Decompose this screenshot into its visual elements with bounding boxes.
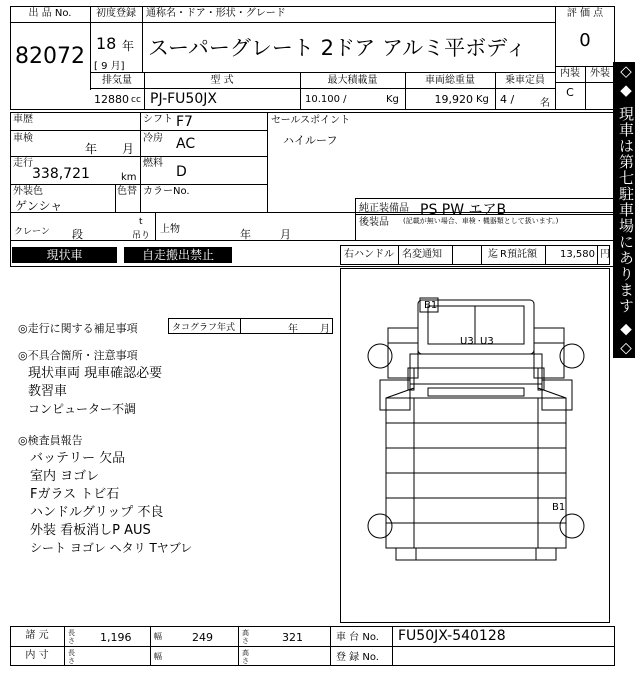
mileage-label: 走行 [13,158,33,169]
defect-line-3: コンピューター不調 [28,402,137,416]
crane-ton-sub: 吊り [132,231,151,241]
capacity-label: 乗車定員 [505,75,545,86]
length-label: 長さ [68,629,75,645]
history-label: 車歴 [13,114,33,125]
model-value: PJ-FU50JX [150,91,217,107]
sales-point-value: ハイルーフ [283,134,338,147]
aftermarket-label: 後装品 [359,217,389,228]
inspector-line-6: シート ヨゴレ ヘタリ Tヤブレ [30,541,193,555]
body-year-unit: 年 [240,228,251,241]
damage-mark-u3-left: U3 [460,336,474,347]
recycle-label: R預託額 [500,249,537,260]
inner-width-label: 幅 [154,652,162,661]
shaken-year-unit: 年 [85,142,98,156]
width-value: 249 [192,631,213,644]
inner-dims-label: 内 寸 [25,650,49,661]
driving-notes-label: ◎走行に関する補足事項 [18,322,138,335]
mileage-value: 338,721 [32,166,90,182]
lot-number: 82072 [15,44,85,69]
genuine-label: 純正装備品 [359,203,409,214]
name-change-box [452,245,482,265]
color-no-label: カラーNo. [143,186,190,197]
tacho-year-unit: 年 [288,324,298,335]
handle-value: 右ハンドル [344,249,394,260]
length-value: 1,196 [100,631,132,644]
ext-color-label: 外装色 [13,186,43,197]
gross-weight-label: 車両総重量 [425,75,475,86]
score-value: 0 [579,30,591,51]
body-label: 上物 [160,224,180,235]
inspector-line-4: ハンドルグリップ 不良 [30,505,164,520]
name-change-label: 名変通知 [402,249,442,260]
self-drive-ban-badge: 自走搬出禁止 [124,247,232,263]
color-change-label: 色替 [117,186,137,197]
damage-mark-b1-rear: B1 [552,502,566,513]
damage-mark-b1-front: B1 [424,300,438,311]
inner-length-label: 長さ [68,649,75,665]
sales-point-label: セールスポイント [271,115,351,126]
first-reg-month: [ 9 月] [94,61,125,72]
gross-weight-value: 19,920 [434,93,473,106]
shift-label: シフト [143,114,173,125]
defect-line-1: 現状車両 現車確認必要 [28,366,163,381]
fuel-value: D [176,164,187,180]
max-load-unit: Kg [386,94,399,105]
first-reg-label: 初度登録 [96,8,136,19]
chassis-label: 車 台 No. [336,632,379,643]
max-load-label: 最大積載量 [327,75,378,86]
defect-line-2: 教習車 [28,384,68,399]
crane-ton-unit: t [139,217,143,227]
tacho-month-unit: 月 [320,324,330,335]
damage-mark-u3-right: U3 [480,336,494,347]
first-reg-year: 18 [96,34,117,53]
crane-label: クレーン [14,227,50,237]
lot-no-label: 出 品 No. [28,8,72,19]
shaken-label: 車検 [13,133,33,144]
recycle-unit: 円 [600,249,610,260]
defects-label: ◎不具合箇所・注意事項 [18,349,138,362]
deadline-label: 迄 [488,249,498,260]
genuine-value: PS PW エアB [420,202,507,218]
aftermarket-note: (記載が無い場合、車検・機器類として扱います。) [403,217,559,225]
interior-label: 内装 [560,68,580,79]
shaken-month-unit: 月 [122,142,135,156]
capacity-value: 4 / [500,93,515,106]
reg-no-label: 登 録 No. [336,652,379,663]
truck-diagram [340,268,610,623]
mileage-unit: km [121,172,137,183]
dims-label: 諸 元 [25,630,49,641]
displacement-unit: cc [131,95,141,105]
tacho-label: タコグラフ年式 [172,323,236,333]
capacity-unit: 名 [540,98,550,109]
model-label: 型 式 [210,75,234,86]
displacement-label: 排気量 [102,75,132,86]
inspector-label: ◎検査員報告 [18,434,83,447]
body-month-unit: 月 [280,228,291,241]
parking-location-banner: ◇◆ 現車は第七駐車場にあります ◆◇ [613,62,635,358]
inspector-line-2: 室内 ヨゴレ [30,469,100,484]
fuel-label: 燃料 [143,158,163,169]
as-is-badge: 現状車 [12,247,117,263]
gross-weight-unit: Kg [476,94,489,105]
shift-value: F7 [176,114,193,130]
chassis-value: FU50JX-540128 [398,628,506,644]
height-label: 高さ [242,629,249,645]
crane-stage-unit: 段 [72,228,83,241]
inspector-line-5: 外装 看板消しP AUS [30,523,151,538]
inspector-line-1: バッテリー 欠品 [30,451,126,466]
height-value: 321 [282,631,303,644]
ac-label: 冷房 [143,133,163,144]
max-load-value: 10.100 / [305,94,347,105]
first-reg-year-unit: 年 [122,39,135,53]
inspector-line-3: Fガラス トビ石 [30,487,120,502]
displacement-value: 12880 [94,93,129,106]
ext-color-value: ゲンシャ [15,199,63,213]
vehicle-name: スーパーグレート 2ドア アルミ平ボディ [148,36,527,60]
score-label: 評 価 点 [566,8,604,19]
recycle-amount: 13,580 [560,249,595,260]
interior-grade: C [566,86,574,99]
vehicle-name-label: 通称名・ドア・形状・グレード [146,8,286,19]
exterior-label: 外装 [590,68,610,79]
width-label: 幅 [154,632,162,641]
ac-value: AC [176,136,196,152]
inner-height-label: 高さ [242,649,249,665]
